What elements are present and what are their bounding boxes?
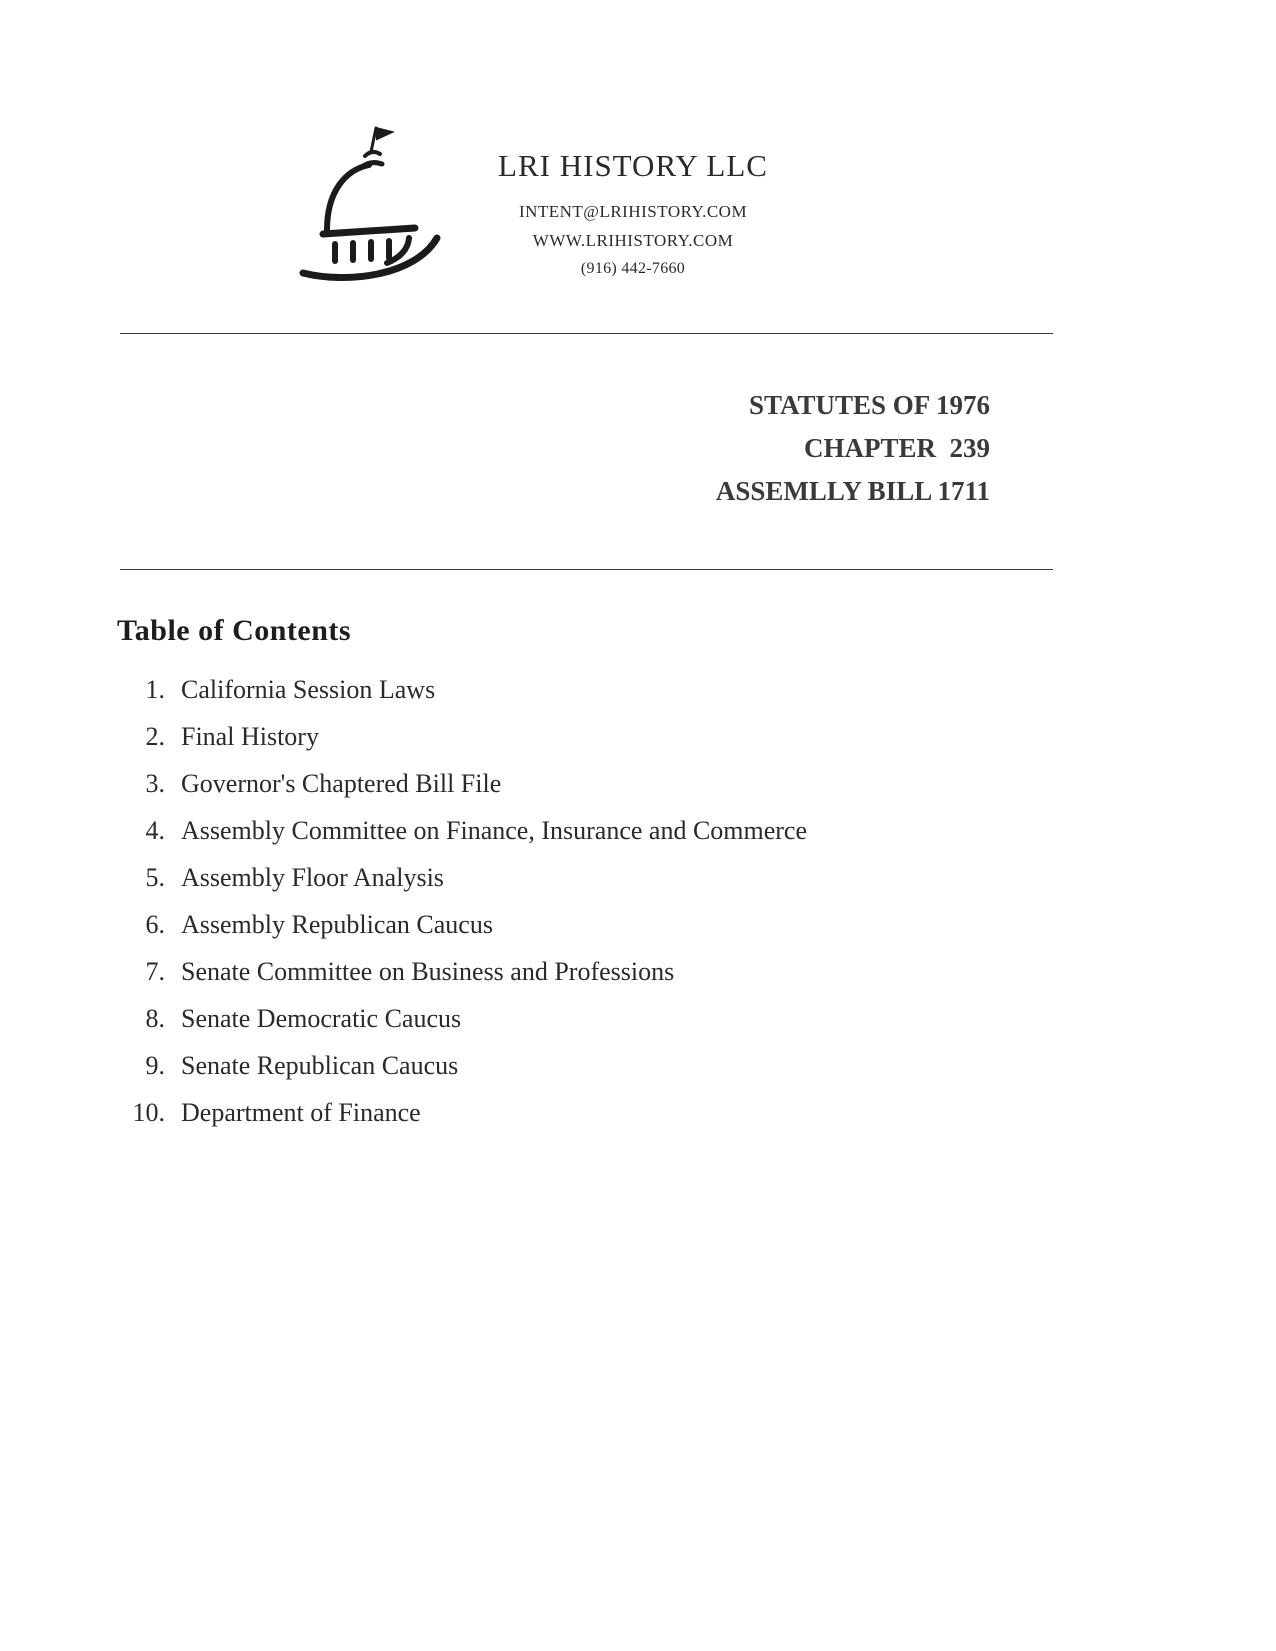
chapter-line: CHAPTER 239 (803, 433, 990, 463)
toc-item-label: Governor's Chaptered Bill File (181, 769, 502, 798)
toc-item-label: Senate Committee on Business and Professions (181, 957, 675, 986)
toc-item (0, 864, 1276, 891)
letterhead-text (483, 118, 783, 287)
toc-item (0, 770, 1276, 797)
toc-item-label: Assembly Republican Caucus (181, 910, 493, 939)
statutes-line: STATUTES OF 1976 (748, 390, 990, 420)
statute-title-block (0, 384, 990, 513)
toc-item-number: 7. (145, 957, 165, 986)
divider-bottom (120, 569, 1053, 570)
toc-item (0, 1005, 1276, 1032)
toc-item-label: California Session Laws (181, 675, 436, 704)
toc-item-number: 3. (145, 769, 165, 798)
toc-item-label: Department of Finance (181, 1098, 421, 1127)
toc-item-number: 10. (132, 1098, 165, 1127)
toc-item-number: 4. (145, 816, 165, 845)
toc-item-number: 5. (145, 863, 165, 892)
divider-top (120, 333, 1053, 334)
toc-item (0, 1099, 1276, 1126)
toc-item-label: Senate Republican Caucus (181, 1051, 459, 1080)
toc-item-label: Senate Democratic Caucus (181, 1004, 462, 1033)
company-name: LRI HISTORY LLC (498, 148, 768, 183)
phone-text: (916) 442-7660 (580, 260, 686, 277)
toc-item-number: 1. (145, 675, 165, 704)
toc-item-label: Final History (181, 722, 319, 751)
toc-item-number: 2. (145, 722, 165, 751)
toc-item (0, 817, 1276, 844)
toc-item (0, 958, 1276, 985)
letterhead (295, 118, 1276, 287)
toc-list (0, 676, 1276, 1126)
capitol-dome-logo-icon (295, 118, 445, 283)
website-text: WWW.LRIHISTORY.COM (532, 231, 734, 250)
toc-item (0, 1052, 1276, 1079)
toc-item (0, 723, 1276, 750)
toc-item-number: 9. (145, 1051, 165, 1080)
assembly-bill-line: ASSEMLLY BILL 1711 (715, 476, 990, 506)
toc-item (0, 911, 1276, 938)
toc-item-number: 8. (145, 1004, 165, 1033)
toc-heading: Table of Contents (117, 614, 352, 647)
toc-item-label: Assembly Committee on Finance, Insurance and Commerce (181, 816, 808, 845)
toc-item (0, 676, 1276, 703)
toc-item-number: 6. (145, 910, 165, 939)
toc-item-label: Assembly Floor Analysis (181, 863, 444, 892)
email-text: INTENT@LRIHISTORY.COM (518, 202, 748, 221)
